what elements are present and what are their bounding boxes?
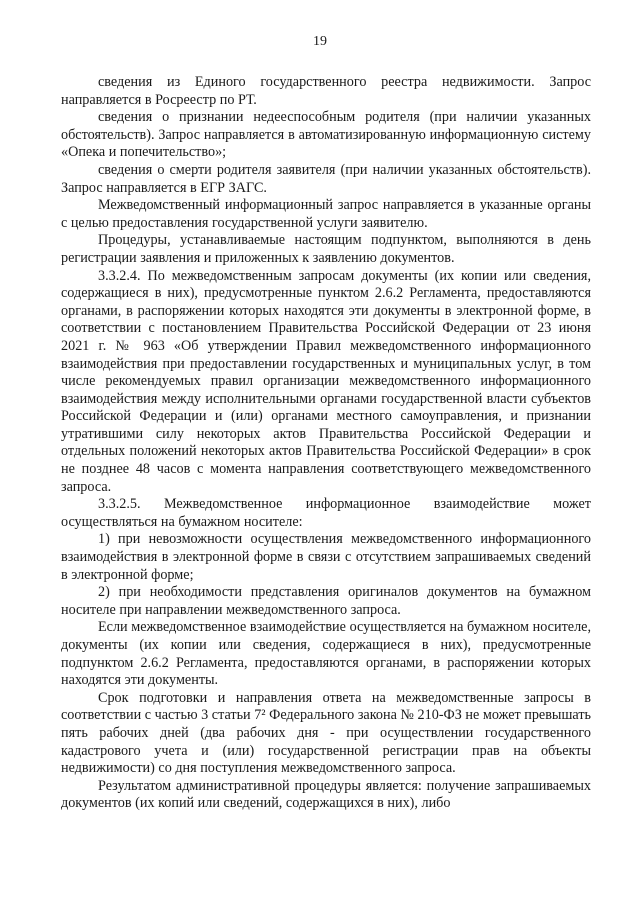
paragraph: 2) при необходимости представления оригиналов документов на бумажном носителе при направлении межведомственного запроса. [61,584,591,618]
paragraph: сведения о признании недееспособным родителя (при наличии указанных обстоятельств). Запрос направляется в автоматизированную информационную систему «Опека и попечительство»; [61,109,591,161]
paragraph: сведения из Единого государственного реестра недвижимости. Запрос направляется в Росреестр по РТ. [61,74,591,108]
document-body [61,74,591,813]
paragraph: сведения о смерти родителя заявителя (при наличии указанных обстоятельств). Запрос направляется в ЕГР ЗАГС. [61,161,591,196]
paragraph: Процедуры, устанавливаемые настоящим подпунктом, выполняются в день регистрации заявления и приложенных к заявлению документов. [61,232,591,266]
paragraph: 3.3.2.4. По межведомственным запросам документы (их копии или сведения, содержащиеся в них), предусмотренные пунктом 2.6.2 Регламента, предоставляются органами, в распоряжении которых находятся эти документы в электронной форме, в соответствии с постановлением Правительства Российской Федерации от 23 июня 2021 г. № 963 «Об утверждении Правил межведомственного информационного взаимодействия при предоставлении государственных и муниципальных услуг, в том числе рекомендуемых правил организации межведомственного информационного взаимодействия между исполнительными органами государственной власти субъектов Российской Федерации и (или) органами местного самоуправления, и признании утратившими силу некоторых актов Правительства Российской Федерации и отдельных положений некоторых актов Правительства Российской Федерации» в срок не позднее 48 часов с момента направления соответствующего межведомственного запроса. [61,267,591,495]
paragraph: Срок подготовки и направления ответа на межведомственные запросы в соответствии с частью 3 статьи 7² Федерального закона № 210-ФЗ не может превышать пять рабочих дней (два рабочих дня - при осуществлении государственного кадастрового учета и (или) государственной регистрации прав на объекты недвижимости) со дня поступления межведомственного запроса. [61,689,591,777]
paragraph: Межведомственный информационный запрос направляется в указанные органы с целью предоставления государственной услуги заявителю. [61,197,591,231]
paragraph: Результатом административной процедуры является: получение запрашиваемых документов (их копий или сведений, содержащихся в них), либо [61,777,591,812]
page-number: 19 [313,34,327,49]
paragraph: 1) при невозможности осуществления межведомственного информационного взаимодействия в электронной форме в связи с отсутствием запрашиваемых сведений в электронной форме; [61,531,591,583]
paragraph: 3.3.2.5. Межведомственное информационное взаимодействие может осуществляться на бумажном носителе: [61,496,591,530]
paragraph: Если межведомственное взаимодействие осуществляется на бумажном носителе, документы (их копии или сведения, содержащиеся в них), предусмотренные подпунктом 2.6.2 Регламента, предоставляются органами, в распоряжении которых находятся эти документы. [61,619,591,689]
